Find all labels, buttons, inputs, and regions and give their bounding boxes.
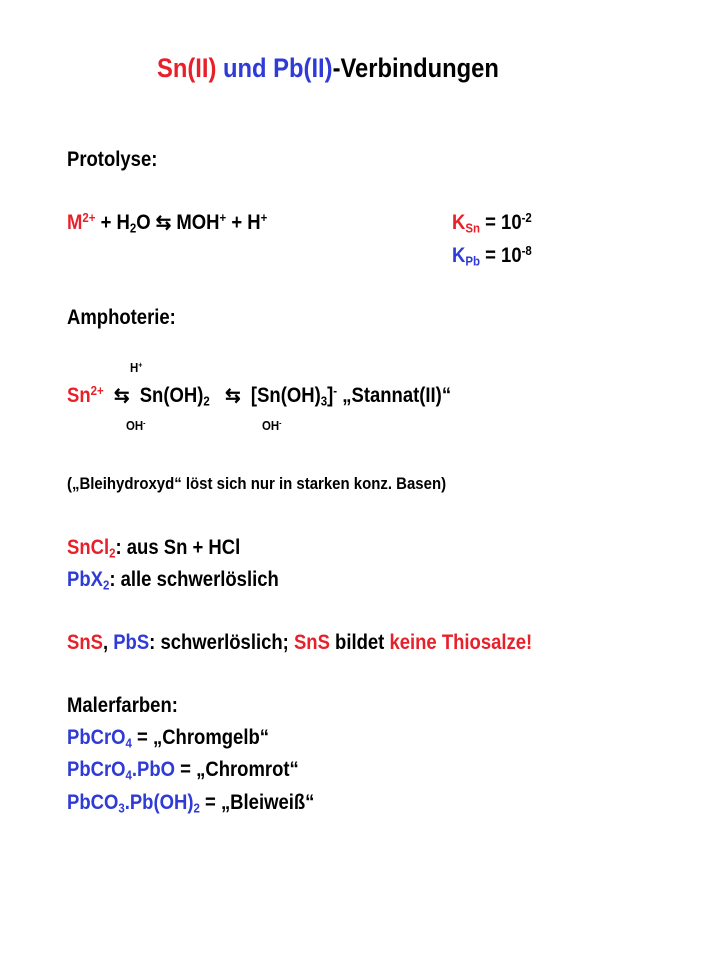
k-pb: $K_{Pb} = 10^{-8}$ — [452, 243, 532, 269]
protolyse-equation: $M^{2+} + H_2O$ ⇆ MOH+ + H+ — [67, 210, 268, 236]
eq-sn: $Sn^{2+}$ — [67, 383, 104, 408]
amphoterie-equation: $Sn^{2+}$ ⇆ $Sn(OH)_2$ ⇆ $[Sn(OH)_3]^-$ „Stannat(II)“ — [67, 383, 452, 409]
equilibrium-arrow-icon: ⇆ — [225, 384, 241, 408]
amphoterie-heading: Amphoterie: — [67, 306, 176, 329]
title-sn: Sn(II) — [157, 53, 217, 83]
pbx2-line: PbX$_2$: alle schwerlöslich — [67, 568, 279, 593]
k-sn: $K_{Sn} = 10^{-2}$ — [452, 210, 532, 236]
h-plus-label: H+ — [130, 360, 143, 375]
bleihydroxyd-note: („Bleihydroxyd“ löst sich nur in starken konz. Basen) — [67, 474, 447, 493]
title-pb: Pb(II) — [273, 53, 333, 83]
chromgelb-line: PbCrO$_4$ = „Chromgelb“ — [67, 726, 270, 751]
malerfarben-heading: Malerfarben: — [67, 694, 178, 717]
chromrot-line: PbCrO$_4$.PbO = „Chromrot“ — [67, 758, 299, 783]
equilibrium-arrow-icon: ⇆ — [155, 211, 172, 235]
sulfide-line: SnS, PbS: schwerlöslich; SnS bildet keine Thiosalze! — [67, 631, 533, 654]
oh-label-2: OH- — [262, 418, 282, 433]
sncl2-line: SnCl$_2$: aus Sn + HCl — [67, 536, 241, 561]
protolyse-heading: Protolyse: — [67, 148, 158, 171]
title-und: und — [223, 53, 267, 83]
eq-m: $M^{2+}$ — [67, 210, 96, 235]
bleiweiss-line: $PbCO_3.Pb(OH)_2$ = „Bleiweiß“ — [67, 791, 315, 816]
oh-label-1: OH- — [126, 418, 146, 433]
title-suffix: -Verbindungen — [332, 53, 499, 83]
page-title — [157, 53, 499, 84]
equilibrium-arrow-icon: ⇆ — [113, 384, 130, 408]
